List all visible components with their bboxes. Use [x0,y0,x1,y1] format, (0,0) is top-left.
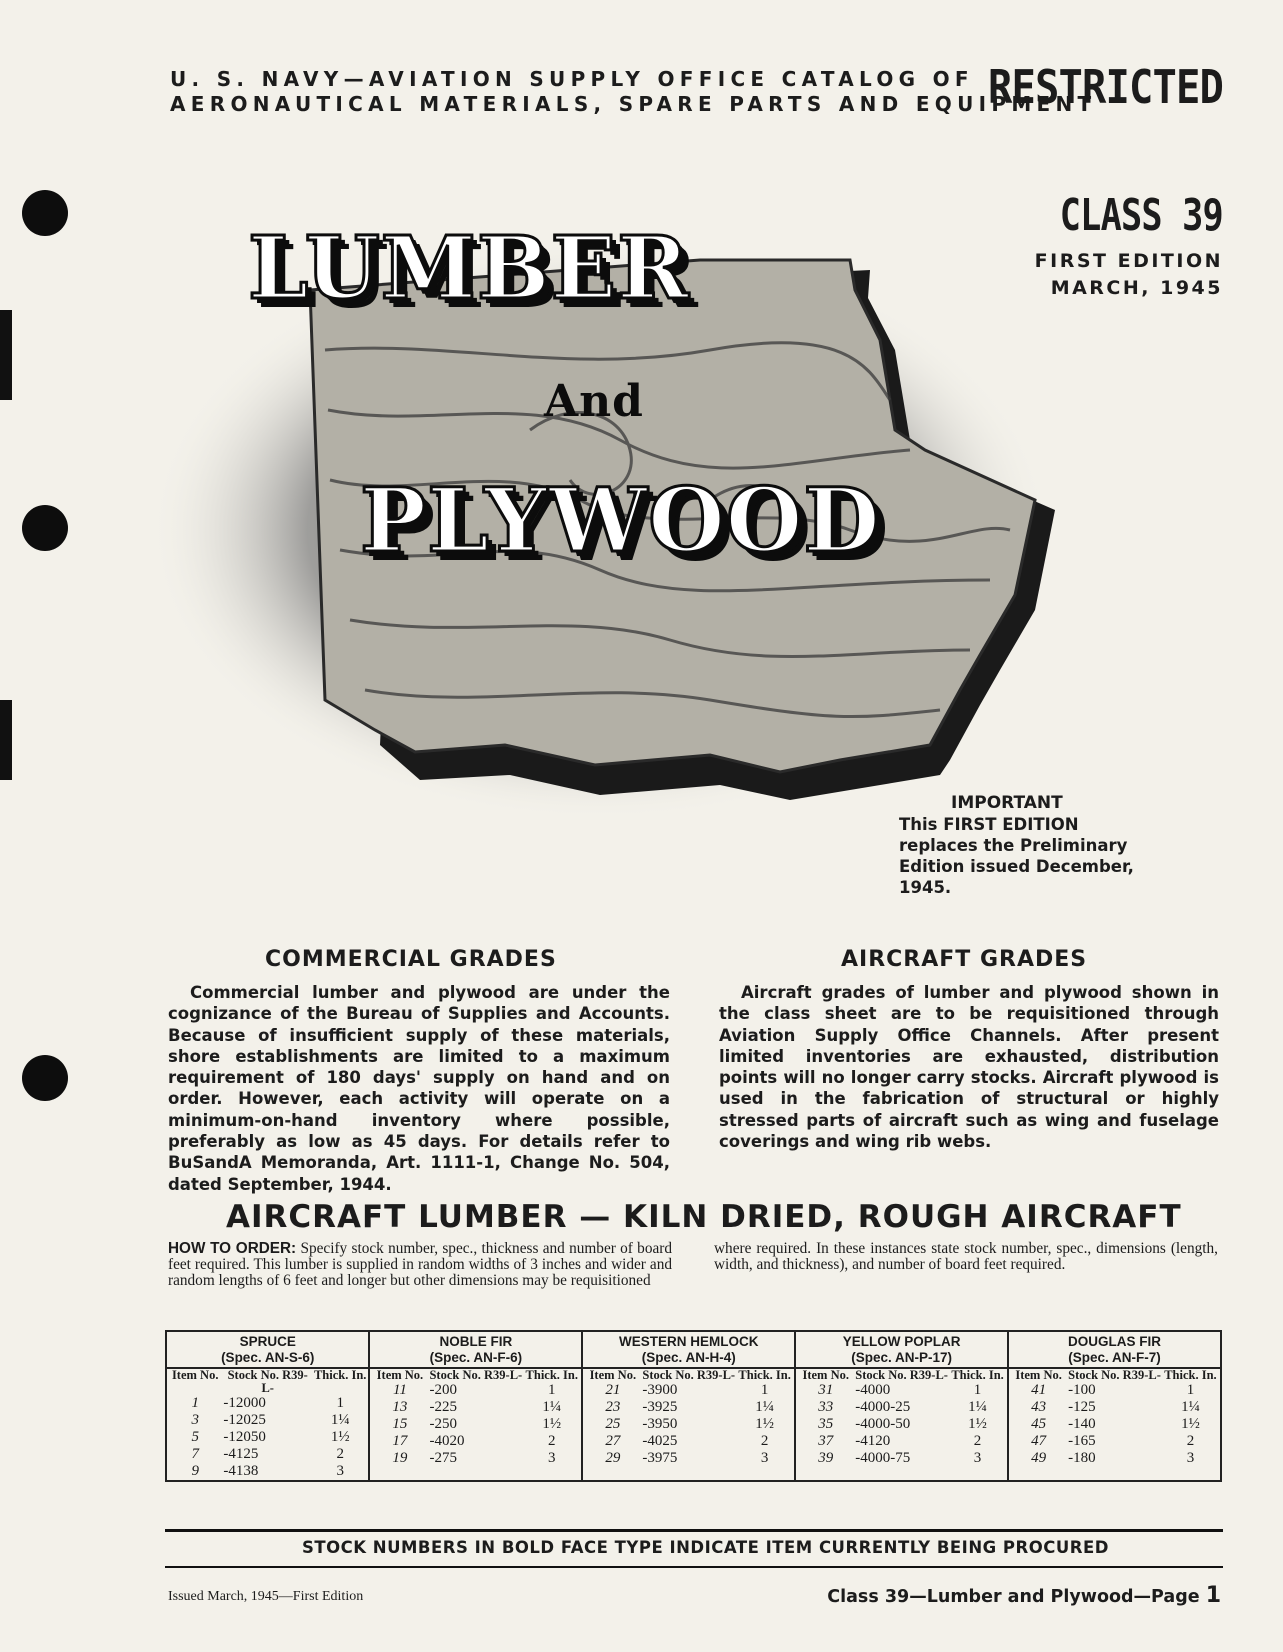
species-header [370,1332,581,1369]
rule-bottom [165,1566,1223,1568]
bold-note-bold: BOLD FACE [501,1538,609,1557]
col-item-header: Item No. [802,1368,849,1382]
thickness: 1½ [755,1416,775,1432]
species-header [1009,1332,1220,1369]
species-name: YELLOW POPLAR [842,1334,961,1349]
how-to-order-text-a: Specify stock number, spec., thickness and number of board feet required. This lumber is supplied in random widths of 3 inches and wider and random lengths of 6 feet and longer but other dimensions may be requisitioned [168,1240,673,1289]
table-row [583,1450,794,1467]
table-row [1009,1416,1220,1433]
thickness: 1¼ [1181,1399,1200,1415]
col-thick-header: Thick. In. [951,1368,1004,1382]
important-text: This FIRST EDITION replaces the Preliminary Edition issued December, 1945. [899,815,1134,897]
col-thick-header: Thick. In. [738,1368,791,1382]
stock-number: -125 [1068,1399,1096,1415]
stock-number: -4000-25 [855,1399,911,1415]
rule-top [165,1529,1223,1532]
commercial-grades-heading: COMMERCIAL GRADES [265,947,557,972]
thickness: 1 [336,1395,344,1411]
table-row [167,1412,368,1429]
table-row [167,1446,368,1463]
table-row [583,1399,794,1416]
stock-number: -275 [429,1450,457,1466]
thickness: 1 [1186,1382,1195,1398]
species-name: NOBLE FIR [439,1334,513,1349]
thickness: 2 [548,1433,556,1449]
col-thick-header: Thick. In. [1164,1368,1217,1382]
item-number: 17 [392,1433,408,1449]
species-spec: (Spec. AN-F-6) [429,1350,523,1365]
aircraft-grades-heading: AIRCRAFT GRADES [841,947,1088,972]
binder-hole-bottom [22,1055,68,1101]
table-row [1009,1399,1220,1416]
thickness: 3 [760,1450,769,1466]
item-number: 7 [191,1446,199,1462]
table-row [796,1399,1007,1416]
thickness: 1½ [968,1416,987,1432]
item-number: 33 [818,1399,834,1415]
item-number: 31 [818,1382,834,1398]
table-row [583,1433,794,1450]
col-item-header: Item No. [376,1368,424,1382]
important-heading: IMPORTANT [951,793,1063,813]
thickness: 3 [973,1450,982,1466]
species-table [796,1369,1007,1467]
title-plywood: PLYWOOD [360,468,881,572]
species-spec: (Spec. AN-S-6) [221,1350,315,1365]
aircraft-grades-text [719,982,1219,1152]
thickness: 1 [548,1382,556,1398]
species-spec: (Spec. AN-F-7) [1068,1350,1161,1365]
stock-number: -3900 [642,1382,678,1398]
item-number: 25 [605,1416,621,1432]
title-lumber: LUMBER [248,218,690,319]
table-row [1009,1382,1220,1399]
species-group [369,1331,582,1481]
item-number: 21 [605,1382,621,1398]
stock-number: -4000 [855,1382,891,1398]
col-stock-header: Stock No. R39-L- [227,1368,308,1395]
footer-page-label [827,1583,1221,1608]
stock-number: -3975 [642,1450,678,1466]
thickness: 3 [1186,1450,1195,1466]
binder-tab-top [0,310,12,400]
table-row [167,1395,368,1412]
bold-note-post: TYPE INDICATE ITEM CURRENTLY BEING PROCURED [614,1538,1109,1557]
stock-table [165,1330,1222,1482]
item-number: 11 [392,1382,407,1398]
table-row [370,1416,581,1433]
stock-number: -4020 [429,1433,465,1449]
item-number: 27 [605,1433,621,1449]
table-row [370,1382,581,1399]
thickness: 1½ [542,1416,562,1432]
thickness: 2 [1186,1433,1195,1449]
how-to-order-col1 [168,1241,672,1289]
col-stock-header: Stock No. R39-L- [1068,1368,1161,1382]
stock-number: -12000 [223,1395,266,1411]
item-number: 41 [1031,1382,1047,1398]
bold-note-pre: STOCK NUMBERS IN [302,1538,496,1557]
thickness: 2 [760,1433,769,1449]
stock-number: -4000-75 [855,1450,911,1466]
bold-face-note [302,1538,1109,1557]
restricted-stamp: RESTRICTED [988,60,1223,114]
stock-number: -4120 [855,1433,891,1449]
catalog-header-line2: AERONAUTICAL MATERIALS, SPARE PARTS AND EQUIPMENT [170,92,1097,116]
stock-table-groups [166,1331,1221,1481]
species-spec: (Spec. AN-P-17) [851,1350,953,1365]
catalog-header-line1: U. S. NAVY—AVIATION SUPPLY OFFICE CATALOG OF [170,67,974,91]
species-header [167,1332,368,1369]
species-spec: (Spec. AN-H-4) [641,1350,736,1365]
stock-number: -140 [1068,1416,1096,1432]
important-notice [899,793,1159,898]
table-row [796,1382,1007,1399]
binder-hole-middle [22,505,68,551]
item-number: 43 [1031,1399,1047,1415]
thickness: 2 [973,1433,982,1449]
table-row [796,1433,1007,1450]
item-number: 9 [191,1463,199,1479]
footer-issued: Issued March, 1945—First Edition [168,1589,364,1604]
thickness: 1¼ [330,1412,350,1428]
species-group [582,1331,795,1481]
stock-number: -4000-50 [855,1416,911,1432]
table-row [370,1450,581,1467]
col-item-header: Item No. [171,1368,219,1382]
how-to-order-label: HOW TO ORDER: [168,1240,297,1257]
item-number: 3 [191,1412,199,1428]
species-table [167,1369,368,1480]
col-stock-header: Stock No. R39-L- [855,1368,948,1382]
item-number: 35 [818,1416,834,1432]
item-number: 45 [1031,1416,1047,1432]
col-thick-header: Thick. In. [525,1368,578,1382]
item-number: 1 [191,1395,199,1411]
edition-label: FIRST EDITION [1034,250,1223,272]
title-and: And [544,376,644,427]
commercial-grades-paragraph: Commercial lumber and plywood are under the cognizance of the Bureau of Supplies and Accounts. Because of insufficient supply of these materials, shore establishments are limited to a maximum requirement of 180 days' supply on hand and on order. However, each activity will operate on a minimum-on-hand inventory where possible, preferably as low as 45 days. For details refer to BuSandA Memoranda, Art. 1111-1, Change No. 504, dated September, 1944. [168,983,670,1194]
thickness: 1½ [1181,1416,1200,1432]
table-row [370,1399,581,1416]
binder-hole-top [22,190,68,236]
thickness: 1¼ [755,1399,775,1415]
how-to-order-col2: where required. In these instances state stock number, spec., dimensions (length, width, and thickness), and number of board feet required. [714,1240,1218,1273]
stock-number: -3950 [642,1416,678,1432]
item-number: 19 [392,1450,408,1466]
class-number: CLASS 39 [1059,190,1223,241]
aircraft-grades-paragraph: Aircraft grades of lumber and plywood shown in the class sheet are to be requisitioned through Aviation Supply Office Channels. After present limited inventories are exhausted, distribution points will no longer carry stocks. Aircraft plywood is used in the fabrication of structural or highly stressed parts of aircraft such as wing and fuselage coverings and wing rib webs. [719,983,1219,1152]
table-row [583,1416,794,1433]
species-table [1009,1369,1220,1467]
col-item-header: Item No. [1015,1368,1062,1382]
item-number: 29 [605,1450,621,1466]
table-row [1009,1433,1220,1450]
item-number: 49 [1031,1450,1047,1466]
footer-page-text: Class 39—Lumber and Plywood—Page [827,1587,1200,1607]
col-item-header: Item No. [589,1368,637,1382]
table-row [370,1433,581,1450]
species-table [370,1369,581,1467]
stock-number: -165 [1068,1433,1096,1449]
species-group [795,1331,1008,1481]
item-number: 23 [605,1399,621,1415]
commercial-grades-text [168,982,670,1195]
thickness: 3 [548,1450,556,1466]
species-header [796,1332,1007,1369]
table-row [167,1429,368,1446]
species-name: DOUGLAS FIR [1068,1334,1162,1349]
thickness: 1¼ [968,1399,987,1415]
species-group [166,1331,369,1481]
stock-number: -4138 [223,1463,259,1479]
stock-number: -225 [429,1399,457,1415]
stock-number: -12050 [223,1429,266,1445]
species-name: WESTERN HEMLOCK [618,1334,759,1349]
species-table [583,1369,794,1467]
table-row [1009,1450,1220,1467]
species-group [1008,1331,1221,1481]
col-stock-header: Stock No. R39-L- [429,1368,523,1382]
thickness: 2 [336,1446,344,1462]
item-number: 13 [392,1399,408,1415]
col-thick-header: Thick. In. [313,1368,367,1382]
table-row [583,1382,794,1399]
item-number: 39 [818,1450,834,1466]
footer-page-number: 1 [1205,1583,1221,1608]
stock-number: -4125 [223,1446,259,1462]
stock-number: -200 [429,1382,457,1398]
thickness: 3 [336,1463,344,1479]
col-stock-header: Stock No. R39-L- [642,1368,736,1382]
stock-number: -3925 [642,1399,678,1415]
edition-date: MARCH, 1945 [1050,277,1223,299]
stock-number: -4025 [642,1433,678,1449]
stock-number: -180 [1068,1450,1096,1466]
thickness: 1¼ [542,1399,562,1415]
stock-number: -100 [1068,1382,1096,1398]
binder-tab-bottom [0,700,12,780]
table-row [796,1450,1007,1467]
stock-number: -12025 [223,1412,266,1428]
item-number: 15 [392,1416,408,1432]
species-header [583,1332,794,1369]
species-name: SPRUCE [239,1334,296,1349]
thickness: 1½ [330,1429,350,1445]
stock-number: -250 [429,1416,457,1432]
section-title: AIRCRAFT LUMBER — KILN DRIED, ROUGH AIRCRAFT [226,1199,1182,1235]
item-number: 47 [1031,1433,1047,1449]
table-row [167,1463,368,1480]
item-number: 37 [818,1433,834,1449]
thickness: 1 [973,1382,982,1398]
thickness: 1 [760,1382,769,1398]
table-row [796,1416,1007,1433]
how-to-order [168,1241,1218,1289]
item-number: 5 [191,1429,199,1445]
